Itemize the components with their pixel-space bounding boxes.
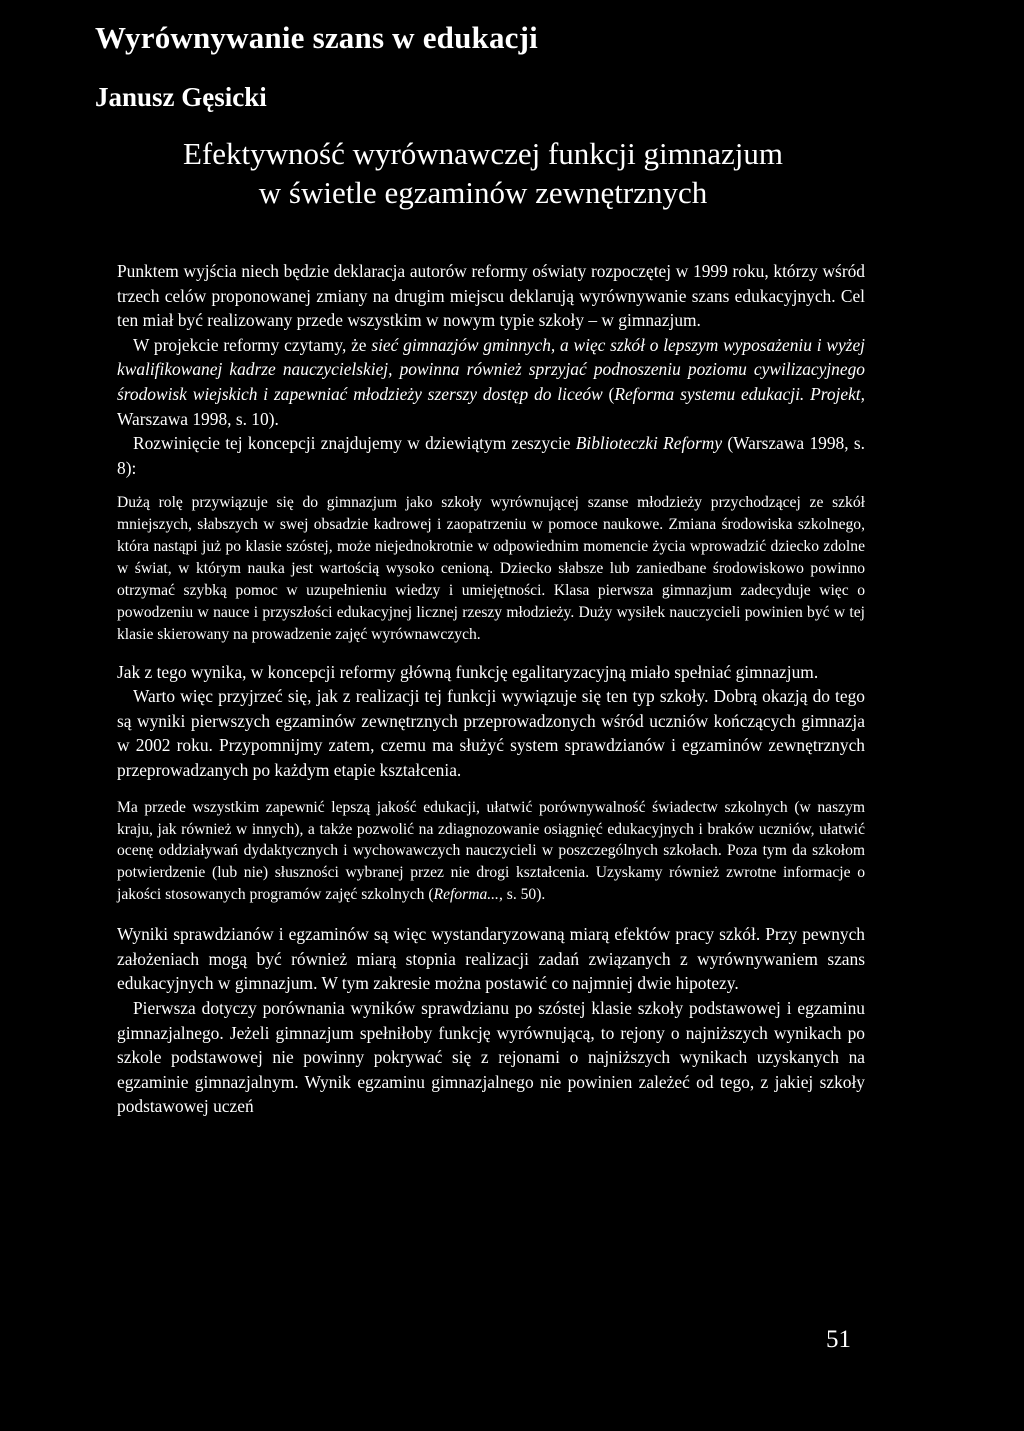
reforma-source-italic: Reforma... (433, 886, 499, 904)
paragraph-reform-project-lead: W projekcie reformy czytamy, że (133, 334, 372, 355)
paragraph-results: Wyniki sprawdzianów i egzaminów są więc wystandaryzowaną miarą efektów pracy szkół. Przy pewnych założeniach mogą być również miarą stopnia realizacji zadań związanych z wyrównywaniem szans edukacyjnych w gimnazjum. W tym zakresie można postawić co najmniej dwie hipotezy. (117, 924, 865, 994)
paragraph-concept (117, 431, 865, 480)
paragraph-concept-lead: Rozwinięcie tej koncepcji znajdujemy w dziewiątym zeszycie (133, 433, 576, 454)
article-title-line-2: w świetle egzaminów zewnętrznych (258, 175, 708, 210)
block-quote-2-tail: , s. 50). (498, 886, 546, 904)
paragraph-reform-project-tail: Warszawa 1998, s. 10). (117, 408, 279, 429)
paragraph-concept-tail: (Warszawa 1998, s. 8): (117, 433, 866, 478)
paragraph-first-hypothesis: Pierwsza dotyczy porównania wyników sprawdzianu po szóstej klasie szkoły podstawowej i egzaminu gimnazjalnego. Jeżeli gimnazjum spełniłoby funkcję wyrównującą, to rejony o najniższych wynikach po szkole podstawowej nie powinny pokrywać się z rejonami o najniższych wynikach uzyskanych na egzaminie gimnazjalnym. Wynik egzaminu gimnazjalnego nie powinien zależeć od tego, z jakiej szkoły podstawowej uczeń (117, 997, 865, 1117)
article-title-line-1: Efektywność wyrównawczej funkcji gimnazjum (182, 136, 783, 171)
biblioteczka-title-italic: Biblioteczki Reformy (575, 433, 723, 454)
author-name: Janusz Gęsicki (95, 82, 267, 112)
section-title: Wyrównywanie szans w edukacji (95, 20, 538, 55)
paragraph-exams: Warto więc przyjrzeć się, jak z realizacji tej funkcji wywiązuje się ten typ szkoły. Dobrą okazją do tego są wyniki pierwszych egzaminów zewnętrznych przeprowadzonych wśród uczniów kończących gimnazja w 2002 roku. Przypomnijmy zatem, czemu ma służyć system sprawdzianów i egzaminów zewnętrznych przeprowadzanych po każdym etapie kształcenia. (117, 686, 865, 781)
paragraph-reform-project-mid: ( (602, 383, 615, 404)
block-quote-2-lead: Ma przede wszystkim zapewnić lepszą jakość edukacji, ułatwić porównywalność świadectw szkolnych (w naszym kraju, jak również w innych), a także pozwolić na zdiagnozowanie osiągnięć edukacyjnych i braków uczniów, ułatwić ocenę oddziaływań dydaktycznych i wychowawczych nauczycieli w poszczególnych szkołach. Poza tym da szkołom potwierdzenie (lub nie) słuszności wybranej przez nie drogi kształcenia. Uzyskamy również zwrotne informacje o jakości stosowanych programów zajęć szkolnych ( (117, 798, 865, 904)
article-title (95, 134, 871, 212)
article-body (117, 259, 865, 1119)
paragraph-conclusion: Jak z tego wynika, w koncepcji reformy główną funkcję egalitaryzacyjną miało spełniać gimnazjum. (117, 661, 819, 682)
paragraph-reform-project (117, 333, 865, 431)
page-number: 51 (826, 1326, 851, 1353)
paragraph-intro: Punktem wyjścia niech będzie deklaracja autorów reformy oświaty rozpoczętej w 1999 roku, którzy wśród trzech celów proponowanej zmiany na drugim miejscu deklarują wyrównywanie szans edukacyjnych. Cel ten miał być realizowany przede wszystkim w nowym typie szkoły – w gimnazjum. (117, 261, 865, 331)
block-quote-2 (117, 797, 865, 907)
reform-source-italic: Reforma systemu edukacji. Projekt, (614, 383, 865, 404)
block-quote-1: Dużą rolę przywiązuje się do gimnazjum jako szkoły wyrównującej szanse młodzieży przychodzącej ze szkół mniejszych, słabszych w swej obsadzie kadrowej i zaopatrzeniu w pomoce naukowe. Zmiana środowiska szkolnego, która nastąpi już po klasie szóstej, może niejednokrotnie w odpowiednim momencie życia wprowadzić dziecko zdolne w świat, w którym nauka jest wartością wysoko cenioną. Dziecko słabsze lub zaniedbane środowiskowo powinno otrzymać szybką pomoc w uzupełnieniu wiedzy i umiejętności. Klasa pierwsza gimnazjum zadecyduje więc o powodzeniu w nauce i przyszłości edukacyjnej licznej rzeszy młodzieży. Duży wysiłek nauczycieli powinien być w tej klasie skierowany na prowadzenie zajęć wyrównawczych. (117, 494, 865, 643)
reform-quote-italic: sieć gimnazjów gminnych, a więc szkół o lepszym wyposażeniu i wyżej kwalifikowanej kadrze nauczycielskiej, powinna również sprzyjać podnoszeniu poziomu cywilizacyjnego środowisk wiejskich i zapewniać młodzieży szerszy dostęp do liceów (117, 334, 865, 404)
